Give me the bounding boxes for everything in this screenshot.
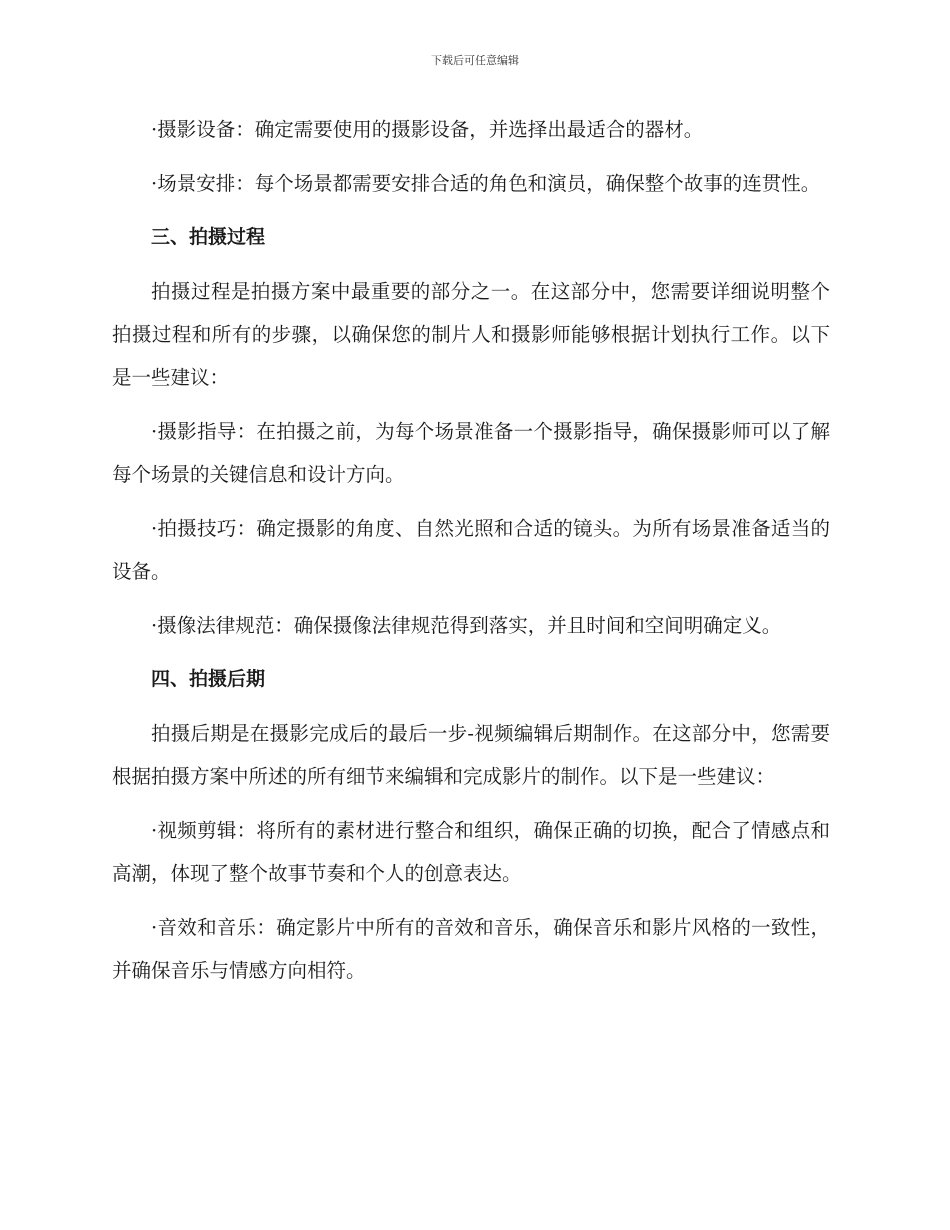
- bullet-camera-equipment: ·摄影设备：确定需要使用的摄影设备，并选择出最适合的器材。: [151, 118, 704, 141]
- bullet-video-editing: ·视频剪辑：将所有的素材进行整合和组织，确保正确的切换，配合了情感点和高潮，体现了整个故事节奏和个人的创意表达。: [112, 819, 830, 885]
- bullet-sound-music: ·音效和音乐：确定影片中所有的音效和音乐，确保音乐和影片风格的一致性，并确保音乐与情感方向相符。: [112, 916, 830, 982]
- heading-post-production: 四、拍摄后期: [150, 668, 265, 690]
- bullet-photography-guide: ·摄影指导：在拍摄之前，为每个场景准备一个摄影指导，确保摄影师可以了解每个场景的关键信息和设计方向。: [112, 420, 830, 486]
- bullet-shooting-techniques: ·拍摄技巧：确定摄影的角度、自然光照和合适的镜头。为所有场景准备适当的设备。: [112, 517, 830, 583]
- heading-shooting-process: 三、拍摄过程: [150, 226, 265, 248]
- para-post-production-intro: 拍摄后期是在摄影完成后的最后一步-视频编辑后期制作。在这部分中，您需要根据拍摄方案中所述的所有细节来编辑和完成影片的制作。以下是一些建议：: [112, 722, 830, 788]
- bullet-scene-arrangement: ·场景安排：每个场景都需要安排合适的角色和演员，确保整个故事的连贯性。: [151, 172, 821, 195]
- bullet-filming-regulations: ·摄像法律规范：确保摄像法律规范得到落实，并且时间和空间明确定义。: [151, 614, 782, 637]
- document-body: [112, 108, 830, 1003]
- page-header: 下载后可任意编辑: [431, 54, 519, 67]
- para-shooting-process-intro: 拍摄过程是拍摄方案中最重要的部分之一。在这部分中，您需要详细说明整个拍摄过程和所有的步骤，以确保您的制片人和摄影师能够根据计划执行工作。以下是一些建议：: [112, 280, 830, 389]
